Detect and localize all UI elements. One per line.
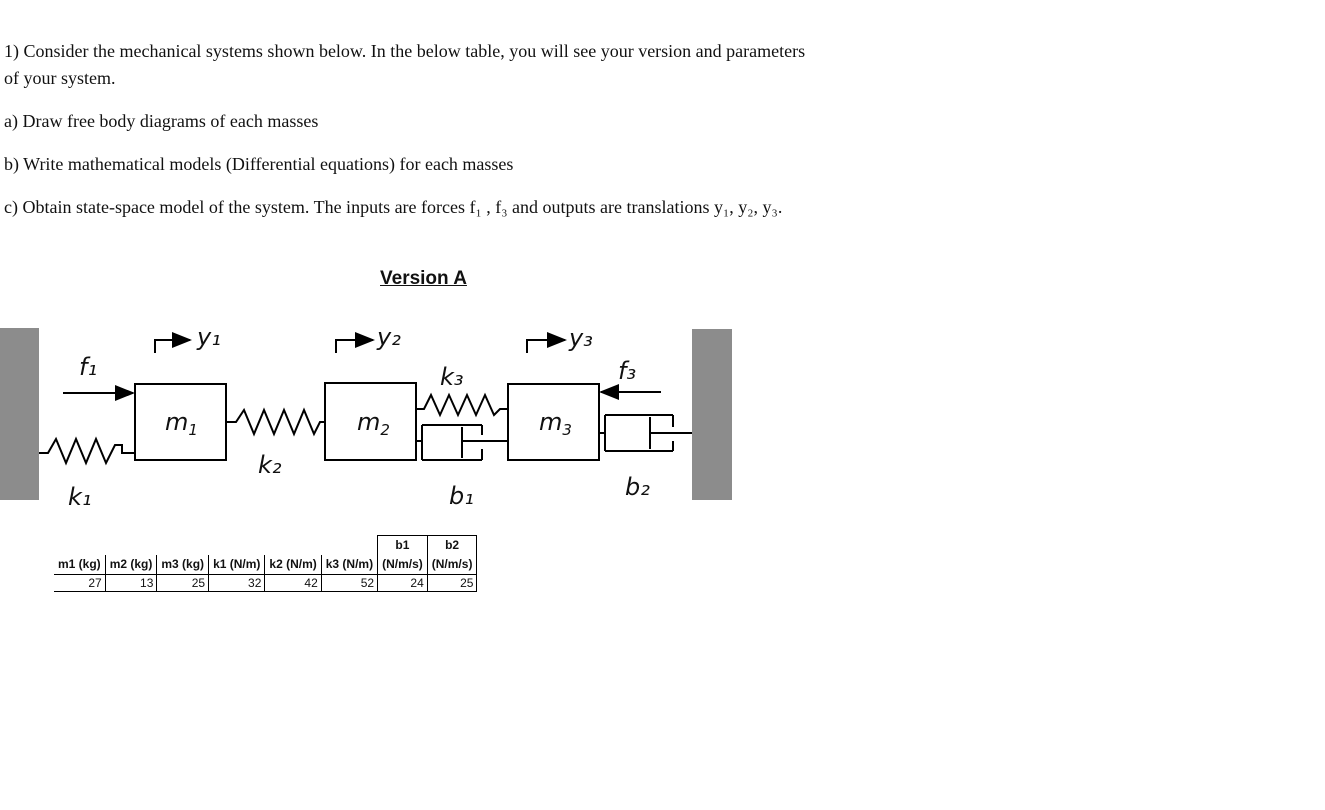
value-cell: 25 bbox=[427, 575, 477, 592]
parameters-table bbox=[54, 535, 477, 592]
displacement-arrow-y2 bbox=[336, 340, 373, 353]
label-y1: y₁ bbox=[197, 323, 221, 351]
label-m3-sub: 3 bbox=[562, 421, 572, 439]
label-k1: k₁ bbox=[68, 483, 92, 511]
header-line1 bbox=[54, 536, 105, 556]
spring-k3 bbox=[416, 395, 508, 415]
part-c-text: c) Obtain state-space model of the system. The inputs are forces f₁ , f₃ and outputs are translations y₁, y₂, y₃. bbox=[4, 197, 783, 217]
part-a-text: a) Draw free body diagrams of each masses bbox=[4, 111, 319, 131]
label-f3: f₃ bbox=[618, 357, 637, 385]
header-line2: m3 (kg) bbox=[161, 557, 205, 571]
damper-b1 bbox=[416, 425, 508, 460]
header-line2: k1 (N/m) bbox=[209, 555, 265, 575]
mechanical-system-diagram bbox=[0, 315, 740, 515]
value-cell: 42 bbox=[265, 575, 321, 592]
value-cell: 27 bbox=[54, 575, 105, 592]
label-k3: k₃ bbox=[440, 363, 464, 391]
header-line1 bbox=[321, 536, 377, 556]
value-cell: 32 bbox=[209, 575, 265, 592]
header-line2: (N/m/s) bbox=[427, 555, 477, 575]
header-line1 bbox=[157, 536, 209, 556]
header-line2: k3 (N/m) bbox=[321, 555, 377, 575]
header-line2: (N/m/s) bbox=[378, 555, 428, 575]
header-line2: m1 (kg) bbox=[58, 557, 101, 571]
header-line2: m2 (kg) bbox=[105, 555, 157, 575]
label-m1-sub: 1 bbox=[188, 421, 198, 439]
spring-k2 bbox=[226, 410, 325, 434]
header-line1 bbox=[265, 536, 321, 556]
header-line2: k2 (N/m) bbox=[269, 557, 317, 571]
right-wall bbox=[692, 329, 732, 500]
label-b2: b₂ bbox=[625, 473, 650, 501]
value-cell: 25 bbox=[157, 575, 209, 592]
label-m3-base: m bbox=[539, 408, 563, 436]
part-b-text: b) Write mathematical models (Differential equations) for each masses bbox=[4, 154, 514, 174]
value-cell: 13 bbox=[105, 575, 157, 592]
label-y2: y₂ bbox=[377, 323, 401, 351]
label-m1-base: m bbox=[165, 408, 189, 436]
label-k2: k₂ bbox=[258, 451, 282, 479]
version-title: Version A bbox=[380, 268, 467, 289]
value-cell: 52 bbox=[321, 575, 377, 592]
damper-b2 bbox=[599, 415, 692, 451]
left-wall bbox=[0, 328, 39, 500]
header-line1 bbox=[105, 536, 157, 556]
header-line1: b2 bbox=[427, 536, 477, 556]
value-cell: 24 bbox=[378, 575, 428, 592]
header-line1 bbox=[209, 536, 265, 556]
problem-intro: 1) Consider the mechanical systems shown below. In the below table, you will see your version and parameters of your system. bbox=[4, 41, 806, 88]
label-m2-sub: 2 bbox=[380, 421, 390, 439]
displacement-arrow-y3 bbox=[527, 340, 565, 353]
label-m2-base: m bbox=[357, 408, 381, 436]
label-b1: b₁ bbox=[449, 482, 474, 510]
header-row-1 bbox=[54, 536, 477, 556]
label-f1: f₁ bbox=[79, 353, 98, 381]
values-row bbox=[54, 575, 477, 592]
header-line1: b1 bbox=[378, 536, 428, 556]
label-y3: y₃ bbox=[569, 324, 593, 352]
spring-k1 bbox=[39, 439, 135, 463]
displacement-arrow-y1 bbox=[155, 340, 190, 353]
header-row-2 bbox=[54, 555, 477, 575]
